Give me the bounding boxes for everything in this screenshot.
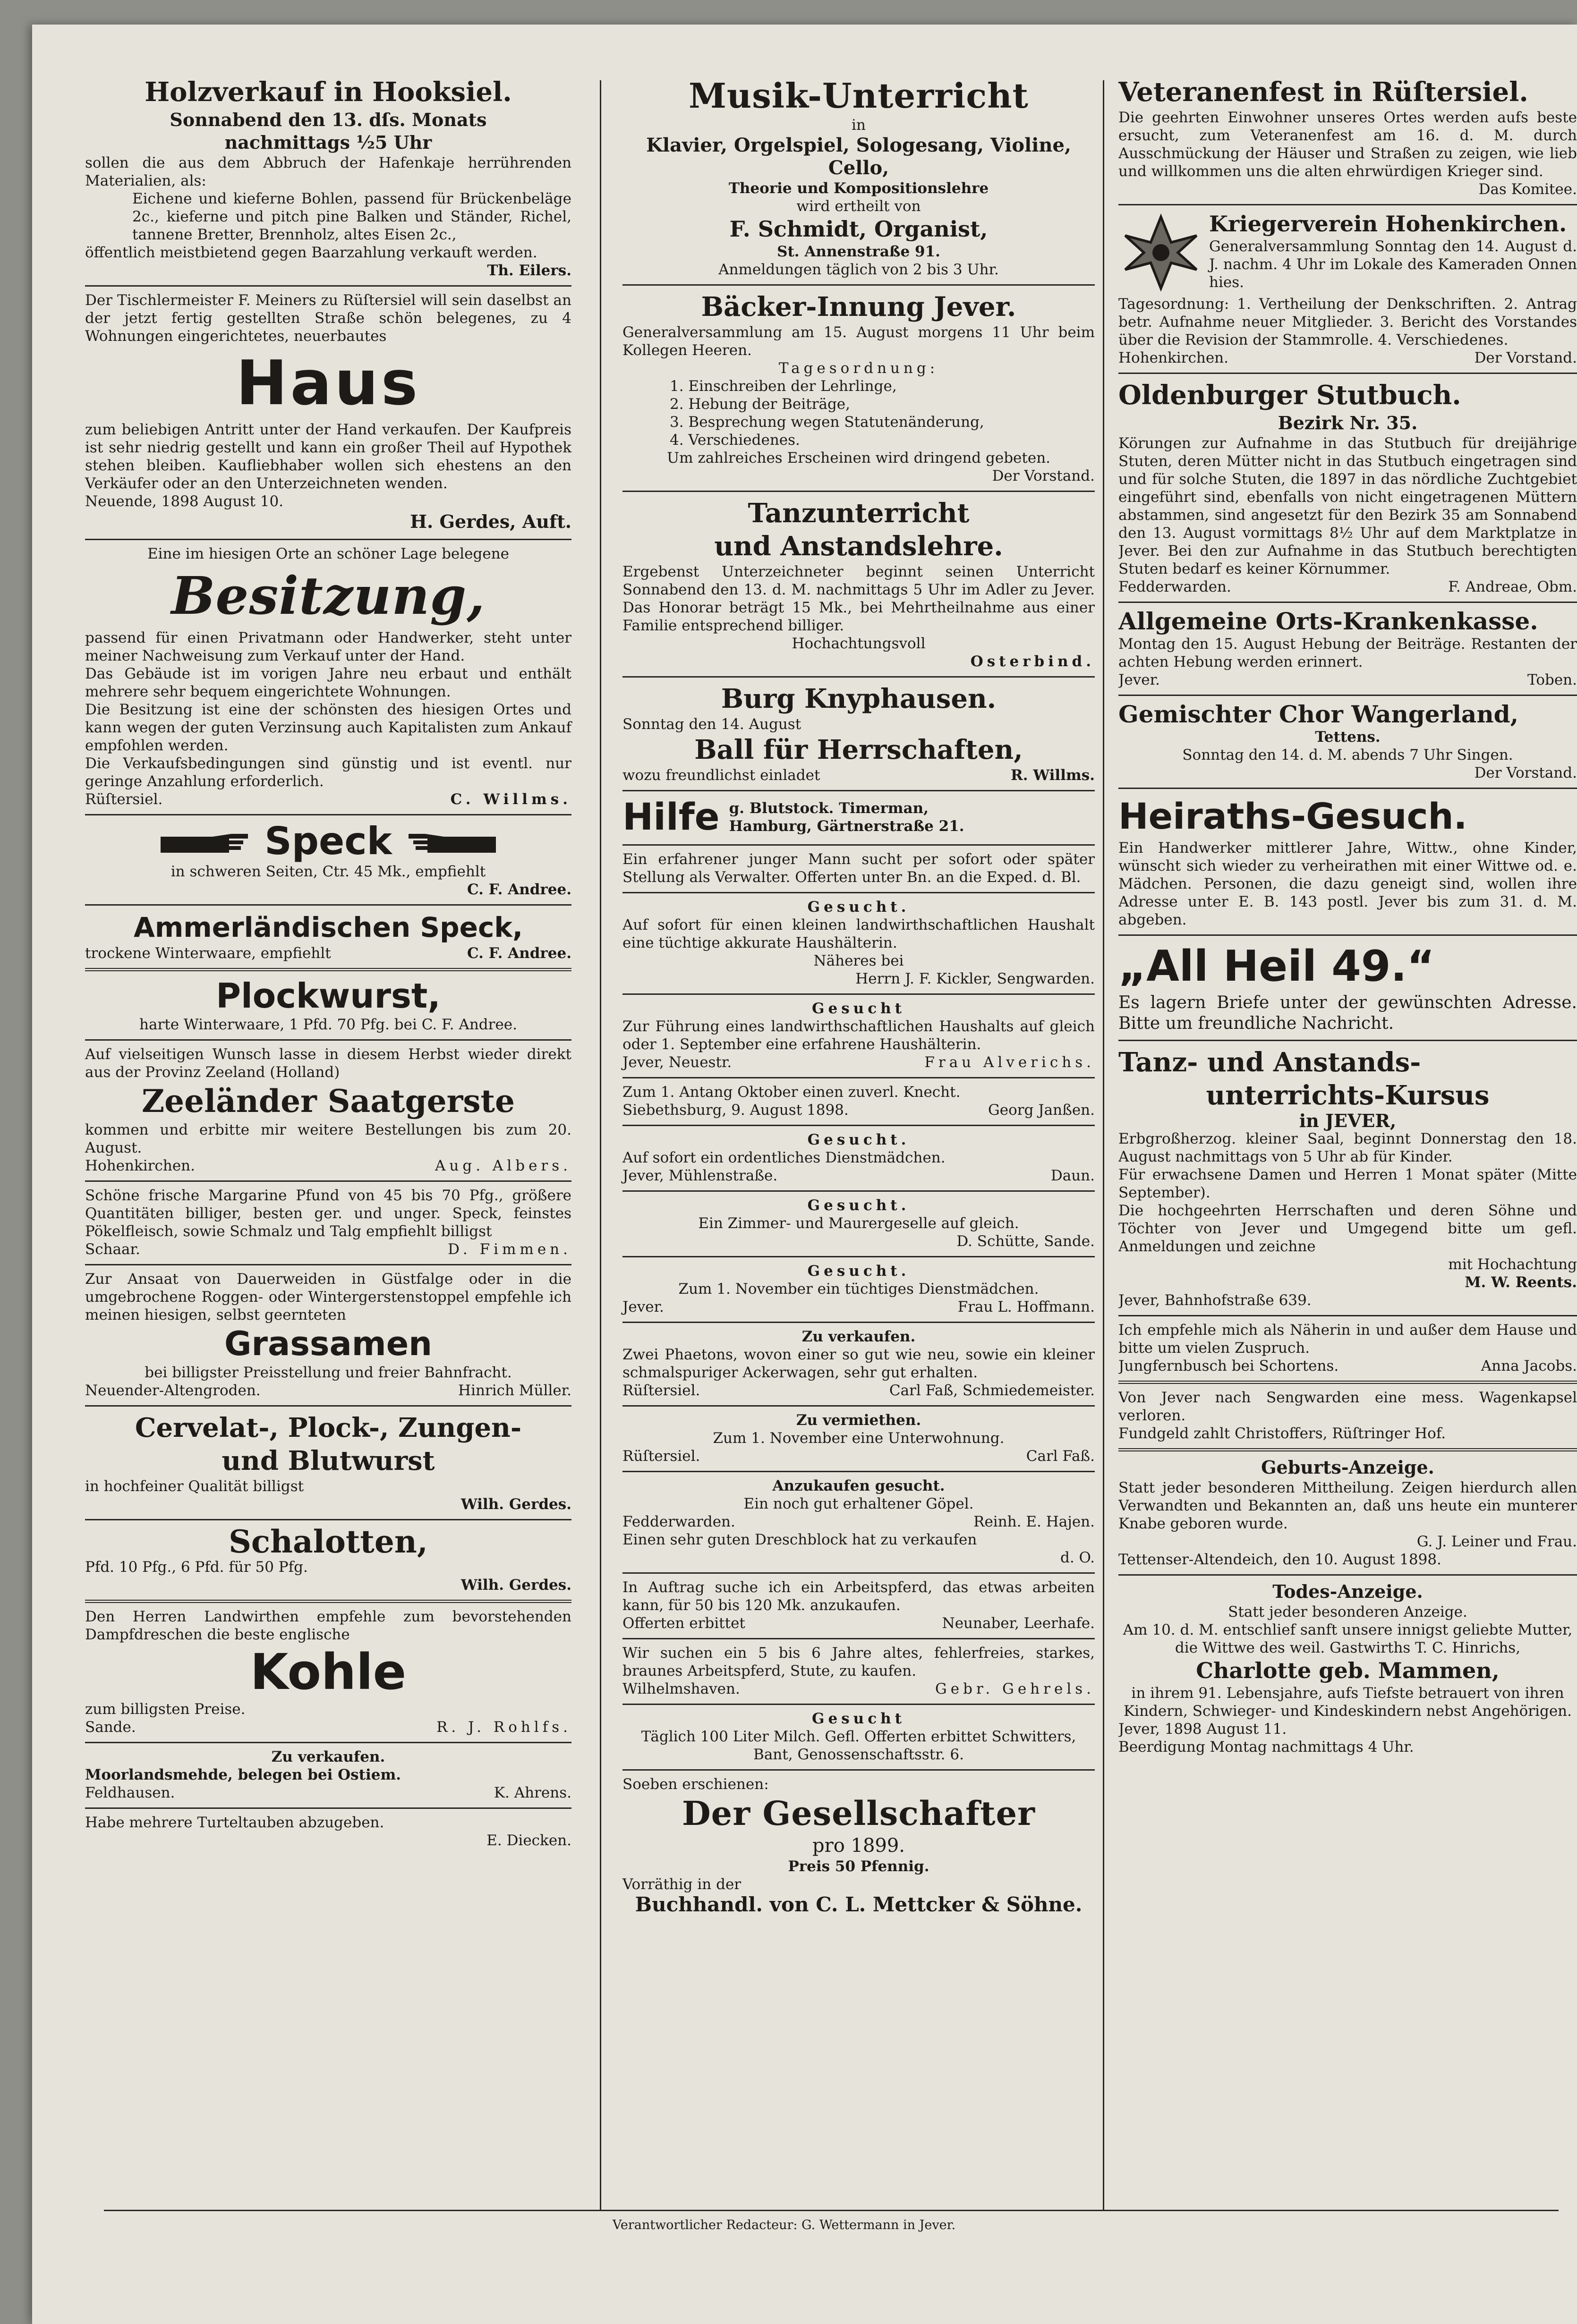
- ad-signature: H. Gerdes, Auft.: [410, 511, 571, 532]
- ad-text: Der Tischlermeister F. Meiners zu Rüſtersiel will sein daselbst an der jetzt fertig gestellten Straße schön belegenes, zu 4 Wohnungen eingerichtetes, neuerbautes: [85, 292, 571, 345]
- ad-margarine: [85, 1182, 571, 1265]
- ad-text: Eichene und kieferne Bohlen, passend für Brückenbeläge 2c., kieferne und pitch pine Balken und Ständer, Richel, tannene Bretter, Brennholz, altes Eisen 2c.,: [132, 190, 571, 243]
- ad-title: Bäcker-Innung Jever.: [701, 291, 1016, 322]
- ad-text: Habe mehrere Turteltauben abzugeben.: [85, 1814, 384, 1831]
- ad-text: Sonntag den 14. d. M. abends 7 Uhr Singen.: [1182, 746, 1513, 763]
- ad-title: Zu verkaufen.: [801, 1328, 916, 1345]
- ad-signature: Toben.: [1527, 671, 1577, 688]
- ad-text: g. Blutstock. Timerman,: [729, 800, 929, 817]
- ad-kriegerverein: [1118, 205, 1577, 374]
- ad-text: Ein erfahrener junger Mann sucht per sofort oder später Stellung als Verwalter. Offerten unter Bn. an die Exped. d. Bl.: [622, 851, 1095, 886]
- ad-holzverkauf: [85, 71, 571, 287]
- ad-text: wird ertheilt von: [796, 198, 921, 215]
- ad-haus: [85, 287, 571, 540]
- ad-signature: F. Andreae, Obm.: [1448, 578, 1577, 595]
- ad-text: Moorlandsmehde, belegen bei Ostiem.: [85, 1766, 401, 1783]
- ad-text: Ich empfehle mich als Näherin in und außer dem Hause und bitte um vielen Zuspruch.: [1118, 1322, 1577, 1357]
- ad-vermiethen: [622, 1407, 1095, 1472]
- ad-subtitle: in JEVER,: [1299, 1110, 1397, 1131]
- ad-text: Schöne frische Margarine Pfund von 45 bis 70 Pfg., größere Quantitäten billiger, besten ger. und unger. Speck, feinstes Pökelfleisch, sowie Schmalz und Talg empfiehlt billigst: [85, 1187, 571, 1240]
- ad-text: Statt jeder besonderen Mittheilung. Zeigen hierdurch allen Verwandten und Bekannten an, daß uns heute ein munterer Knabe geboren wurde.: [1118, 1479, 1577, 1532]
- ad-headline: Besitzung,: [171, 565, 486, 626]
- column-right: [1118, 71, 1577, 1762]
- ad-text: sollen die aus dem Abbruch der Hafenkaje herrührenden Materialien, als:: [85, 154, 571, 189]
- ad-wurst: [85, 1407, 571, 1520]
- ad-phaetons: [622, 1323, 1095, 1407]
- ad-stute: [622, 1639, 1095, 1705]
- ad-text: Auf sofort für einen kleinen landwirthschaftlichen Haushalt eine tüchtige akkurate Haushälterin.: [622, 916, 1095, 951]
- ad-text: bei billigster Preisstellung und freier Bahnfracht.: [145, 1364, 512, 1381]
- ad-text: Hochachtungsvoll: [792, 635, 926, 652]
- ad-title: Gesucht.: [807, 1131, 910, 1148]
- ad-place: Sande.: [85, 1719, 136, 1736]
- ad-turteltauben: [85, 1809, 571, 1855]
- ad-ammerlaender-speck: [85, 906, 571, 971]
- iron-cross-icon: [1118, 210, 1203, 295]
- ad-maurergeselle: [622, 1192, 1095, 1257]
- ad-title: Zu vermiethen.: [796, 1412, 921, 1429]
- ad-headline: Ball für Herrschaften,: [694, 734, 1023, 765]
- ad-schalotten: [85, 1520, 571, 1603]
- ad-signature: Der Vorstand.: [992, 467, 1095, 484]
- ad-place: Rüſtersiel.: [622, 1382, 700, 1399]
- ad-subtitle: Statt jeder besonderen Anzeige.: [1228, 1603, 1467, 1620]
- ad-title: unterrichts-Kursus: [1206, 1080, 1490, 1111]
- ad-burg-knyphausen: [622, 678, 1095, 791]
- ad-title: Gesucht.: [807, 1197, 910, 1214]
- ad-place: Jever.: [1118, 671, 1160, 688]
- ad-signature: R. J. Rohlfs.: [436, 1719, 571, 1736]
- ad-title: Oldenburger Stutbuch.: [1118, 380, 1461, 411]
- ad-text: Zur Ansaat von Dauerweiden in Güstfalge oder in die umgebrochene Roggen- oder Wintergerstenstoppel empfehle ich meinen hiesigen, selbst geernteten: [85, 1271, 571, 1323]
- ad-subtitle: Sonnabend den 13. dſs. Monats: [170, 109, 487, 130]
- ad-text: pro 1899.: [812, 1835, 905, 1857]
- ad-signature: Neunaber, Leerhafe.: [942, 1615, 1095, 1632]
- ad-text: Anmeldungen täglich von 2 bis 3 Uhr.: [718, 261, 999, 278]
- ad-text: in schweren Seiten, Ctr. 45 Mk., empfiehlt: [170, 863, 486, 880]
- ad-signature: Frau L. Hoffmann.: [957, 1298, 1095, 1315]
- ad-wagenkapsel: [1118, 1384, 1577, 1451]
- ad-signature: M. W. Reents.: [1465, 1274, 1577, 1291]
- ad-text: Einen sehr guten Dreschblock hat zu verkaufen: [622, 1531, 977, 1548]
- ad-gesellschafter: [622, 1771, 1095, 1922]
- ad-date: Jever, 1898 August 11.: [1118, 1721, 1287, 1738]
- ad-signature: Th. Eilers.: [487, 262, 571, 279]
- ad-place: Schaar.: [85, 1241, 140, 1258]
- ad-gemischter-chor: [1118, 696, 1577, 789]
- ad-text: Ein Handwerker mittlerer Jahre, Wittw., ohne Kinder, wünscht sich wieder zu verheirathen mit einer Wittwe od. e. Mädchen. Personen, die dazu geneigt sind, wollen ihre Adresse unter E. B. 143 postl. Jever bis zum 31. d. M. abgeben.: [1118, 840, 1577, 928]
- ad-signature: E. Diecken.: [486, 1832, 571, 1849]
- ad-text: Auf sofort ein ordentliches Dienstmädchen.: [622, 1149, 946, 1166]
- ad-text: In Auftrag suche ich ein Arbeitspferd, das etwas arbeiten kann, für 50 bis 120 Mk. anzukaufen.: [622, 1579, 1095, 1614]
- ad-title: Gesucht.: [807, 899, 910, 916]
- ad-text: Ein Zimmer- und Maurergeselle auf gleich.: [698, 1215, 1019, 1232]
- ad-text: Körungen zur Aufnahme in das Stutbuch für dreijährige Stuten, deren Mütter nicht in das Stutbuch eingetragen sind und für solche Stuten, die 1897 in das nördliche Zuchtgebiet eingeführt sind, ebenfalls von nicht eingetragenen Müttern abstammen, sind angesetzt für den Bezirk 35 am Sonnabend den 13. August vormittags 8½ Uhr auf dem Marktplatze in Jever. Bei den zur Aufnahme in das Stutbuch berechtigten Stuten bedarf es keiner Körnummer.: [1118, 435, 1577, 577]
- ad-text: Zum 1. November eine Unterwohnung.: [713, 1430, 1005, 1447]
- ad-place: Jever.: [622, 1298, 664, 1315]
- ad-name: Charlotte geb. Mammen,: [1196, 1658, 1500, 1683]
- ad-text: Ein noch gut erhaltener Göpel.: [743, 1495, 974, 1512]
- ad-signature: Das Komitee.: [1478, 181, 1577, 198]
- ad-title: Anzukaufen gesucht.: [772, 1477, 945, 1494]
- ad-date: Sonntag den 14. August: [622, 716, 801, 733]
- ad-title: Veteranenfest in Rüſtersiel.: [1118, 76, 1528, 108]
- ad-place: Jungfernbusch bei Schortens.: [1118, 1357, 1339, 1374]
- ad-text: Die Verkaufsbedingungen sind günstig und ist eventl. nur geringe Anzahlung erforderlich.: [85, 755, 571, 790]
- ad-text: zum billigsten Preise.: [85, 1701, 246, 1718]
- ad-arbeitspferd: [622, 1574, 1095, 1639]
- ad-text: Zum 1. Antang Oktober einen zuverl. Knecht.: [622, 1084, 961, 1101]
- column-left: [85, 71, 571, 1855]
- ad-place: Feldhausen.: [85, 1784, 175, 1801]
- ad-all-heil: [1118, 936, 1577, 1041]
- ad-signature: Osterbind.: [970, 653, 1095, 670]
- ad-gesucht-fuehrung: [622, 995, 1095, 1078]
- ad-text: Fundgeld zahlt Christoffers, Rüſtringer Hof.: [1118, 1425, 1446, 1442]
- ad-text: Vorräthig in der: [622, 1876, 742, 1893]
- ad-knecht: [622, 1078, 1095, 1126]
- ad-title: Todes-Anzeige.: [1272, 1581, 1423, 1602]
- ad-text: Eine im hiesigen Orte an schöner Lage belegene: [147, 545, 510, 562]
- ad-signature: Daun.: [1050, 1167, 1095, 1184]
- ad-place: Wilhelmshaven.: [622, 1680, 740, 1697]
- ad-address: St. Annenstraße 91.: [777, 243, 940, 260]
- ad-address: Jever, Bahnhofstraße 639.: [1118, 1292, 1312, 1309]
- ad-price: Preis 50 Pfennig.: [788, 1858, 929, 1875]
- ad-text: Erbgroßherzog. kleiner Saal, beginnt Donnerstag den 18. August nachmittags von 5 Uhr ab für Kinder.: [1118, 1130, 1577, 1165]
- ad-hilfe: [622, 791, 1095, 846]
- ad-milch: [622, 1705, 1095, 1771]
- ad-signature: Der Vorstand.: [1474, 764, 1577, 781]
- ad-text: Am 10. d. M. entschlief sanft unsere innigst geliebte Mutter, die Wittwe des weil. Gastwirths T. C. Hinrichs,: [1123, 1621, 1573, 1656]
- ad-list-item: 1. Einschreiben der Lehrlinge,: [670, 378, 897, 395]
- ad-stutbuch: [1118, 374, 1577, 603]
- ad-headline: Plockwurst,: [216, 976, 441, 1016]
- ad-signature: Wilh. Gerdes.: [460, 1496, 571, 1513]
- ad-moorland: [85, 1743, 571, 1809]
- ad-text: Täglich 100 Liter Milch. Gefl. Offerten erbittet Schwitters, Bant, Genossenschaftsstr. 6.: [641, 1728, 1076, 1763]
- ad-list-item: 2. Hebung der Beiträge,: [670, 396, 850, 413]
- ad-list-item: 4. Verschiedenes.: [670, 432, 800, 449]
- ad-headline: Speck: [264, 819, 392, 863]
- ad-place: Fedderwarden.: [622, 1513, 735, 1530]
- ad-name: F. Schmidt, Organist,: [729, 216, 988, 242]
- ad-headline: Haus: [236, 347, 421, 419]
- ad-text: Ergebenst Unterzeichneter beginnt seinen Unterricht Sonnabend den 13. d. M. nachmittags 5 Uhr im Adler zu Jever. Das Honorar beträgt 15 Mk., bei Mehrtheilnahme aus einer Familie entsprechend billiger.: [622, 563, 1095, 634]
- ad-place: Rüſtersiel.: [622, 1448, 700, 1465]
- ad-signature: K. Ahrens.: [494, 1784, 571, 1801]
- ad-headline: Der Gesellschafter: [682, 1794, 1036, 1833]
- ad-text: in hochfeiner Qualität billigst: [85, 1478, 304, 1495]
- ad-besitzung: [85, 540, 571, 815]
- ad-krankenkasse: [1118, 603, 1577, 696]
- column-middle: [622, 71, 1095, 1922]
- ad-title: Gemischter Chor Wangerland,: [1118, 700, 1519, 728]
- ad-text: Zum 1. November ein tüchtiges Dienstmädchen.: [678, 1281, 1039, 1298]
- ad-title: Gesucht: [812, 1710, 905, 1727]
- ad-title: Tanz- und Anstands-: [1118, 1047, 1421, 1078]
- ad-place: Rüſtersiel.: [85, 791, 163, 808]
- ad-text: zum beliebigen Antritt unter der Hand verkaufen. Der Kaufpreis ist sehr niedrig gestellt und kann ein großer Theil auf Hypothek stehen bleiben. Kaufliebhaber wollen sich ehestens an den Verkäufer oder an den Unterzeichneten wenden.: [85, 421, 571, 492]
- ad-subtitle: nachmittags ½5 Uhr: [224, 132, 432, 153]
- ad-subtitle: Tettens.: [1315, 729, 1381, 746]
- ad-text: Pfd. 10 Pfg., 6 Pfd. für 50 Pfg.: [85, 1559, 308, 1576]
- ad-naeherin: [1118, 1316, 1577, 1384]
- ad-text: Auf vielseitigen Wunsch lasse in diesem Herbst wieder direkt aus der Provinz Zeeland (Holland): [85, 1046, 571, 1081]
- ad-title: Burg Knyphausen.: [721, 683, 997, 714]
- ad-signature: D. Schütte, Sande.: [956, 1233, 1095, 1250]
- ad-text: passend für einen Privatmann oder Handwerker, steht unter meiner Nachweisung zum Verkauf unter der Hand.: [85, 629, 571, 664]
- ad-saatgerste: [85, 1041, 571, 1182]
- ad-gesucht-haushaelterin: [622, 893, 1095, 995]
- ad-text: Es lagern Briefe unter der gewünschten Adresse. Bitte um freundliche Nachricht.: [1118, 993, 1577, 1033]
- ad-subtitle: Bezirk Nr. 35.: [1278, 412, 1418, 433]
- ad-text: mit Hochachtung: [1448, 1256, 1577, 1273]
- ad-text: Wir suchen ein 5 bis 6 Jahre altes, fehlerfreies, starkes, braunes Arbeitspferd, Stute, zu kaufen.: [622, 1645, 1095, 1679]
- ad-text: harte Winterwaare, 1 Pfd. 70 Pfg. bei C. F. Andree.: [139, 1016, 517, 1033]
- ad-title: und Anstandslehre.: [714, 531, 1003, 562]
- ad-text: trockene Winterwaare, empfiehlt: [85, 945, 331, 962]
- ad-place: Jever, Neuestr.: [622, 1054, 732, 1071]
- ad-text: in ihrem 91. Lebensjahre, aufs Tiefste betrauert von ihren Kindern, Schwieger- und Kindeskindern nebst Angehörigen.: [1124, 1685, 1572, 1720]
- ad-text: Tagesordnung: 1. Vertheilung der Denkschriften. 2. Antrag betr. Aufnahme neuer Mitglieder. 3. Bericht des Vorstandes über die Revision der Stammrolle. 4. Verschiedenes.: [1118, 296, 1577, 348]
- ad-headline: Heiraths-Gesuch.: [1118, 795, 1467, 837]
- ad-signature: Anna Jacobs.: [1481, 1357, 1577, 1374]
- ad-place: Siebethsburg, 9. August 1898.: [622, 1102, 849, 1119]
- ad-text: Montag den 15. August Hebung der Beiträge. Restanten der achten Hebung werden erinnert.: [1118, 636, 1577, 670]
- ad-geburts-anzeige: [1118, 1451, 1577, 1576]
- ad-text: Generalversammlung Sonntag den 14. August d. J. nachm. 4 Uhr im Lokale des Kameraden Onnen hies.: [1209, 238, 1577, 291]
- ad-signature: Gebr. Gehrels.: [935, 1680, 1095, 1697]
- ad-text: Von Jever nach Sengwarden eine mess. Wagenkapsel verloren.: [1118, 1389, 1577, 1424]
- column-rule: [600, 80, 601, 2210]
- ad-date: Neuende, 1898 August 10.: [85, 493, 284, 510]
- ad-signature: Reinh. E. Hajen.: [973, 1513, 1095, 1530]
- ad-signature: G. J. Leiner und Frau.: [1416, 1533, 1577, 1550]
- ad-musik-unterricht: [622, 71, 1095, 286]
- ad-address: Hamburg, Gärtnerstraße 21.: [729, 818, 964, 835]
- footer-rule: [104, 2210, 1559, 2211]
- ad-text: Das Gebäude ist im vorigen Jahre neu erbaut und enthält mehrere sehr bequem eingerichtete Wohnungen.: [85, 665, 571, 700]
- ad-headline: Ammerländischen Speck,: [133, 911, 523, 943]
- pointing-hand-right-icon: [158, 828, 253, 855]
- ad-signature: Der Vorstand.: [1474, 349, 1577, 366]
- ad-heiraths-gesuch: [1118, 789, 1577, 936]
- ad-tanzunterricht: [622, 492, 1095, 678]
- ad-signature: C. F. Andree.: [467, 945, 571, 962]
- ad-headline: Schalotten,: [229, 1523, 428, 1560]
- ad-text: wozu freundlichst einladet: [622, 767, 820, 784]
- ad-title: Holzverkauf in Hooksiel.: [145, 76, 512, 108]
- ad-kohle: [85, 1603, 571, 1743]
- ad-text: Zur Führung eines landwirthschaftlichen Haushalts auf gleich oder 1. September eine erfahrene Haushälterin.: [622, 1018, 1095, 1053]
- ad-speck: [85, 815, 571, 906]
- ad-signature: Buchhandl. von C. L. Mettcker & Söhne.: [635, 1893, 1083, 1916]
- footer-imprint: Verantwortlicher Redacteur: G. Wettermann in Jever.: [612, 2218, 956, 2232]
- ad-text: Für erwachsene Damen und Herren 1 Monat später (Mitte September).: [1118, 1166, 1577, 1201]
- ad-signature: R. Willms.: [1011, 767, 1095, 784]
- ad-headline: Zeeländer Saatgerste: [141, 1083, 515, 1120]
- ad-grassamen: [85, 1265, 571, 1407]
- ad-list-item: 3. Besprechung wegen Statutenänderung,: [670, 414, 984, 431]
- ad-signature: Herrn J. F. Kickler, Sengwarden.: [855, 970, 1095, 987]
- ad-plockwurst: [85, 971, 571, 1041]
- ad-text: Beerdigung Montag nachmittags 4 Uhr.: [1118, 1739, 1414, 1756]
- ad-text: Die Besitzung ist eine der schönsten des hiesigen Ortes und kann wegen der guten Verzinsung auch Kapitalisten zum Ankauf empfohlen werden.: [85, 701, 571, 754]
- ad-signature: Georg Janßen.: [988, 1102, 1095, 1119]
- ad-date: Tettenser-Altendeich, den 10. August 1898.: [1118, 1551, 1441, 1568]
- ad-signature: D. Fimmen.: [448, 1241, 571, 1258]
- ad-tanzkursus: [1118, 1041, 1577, 1316]
- ad-verwalter: [622, 846, 1095, 893]
- ad-text: Theorie und Kompositionslehre: [728, 180, 989, 197]
- ad-text: Die geehrten Einwohner unseres Ortes werden aufs beste ersucht, zum Veteranenfest am 16. d. M. durch Ausschmückung der Häuser und Straßen zu zeigen, wie lieb und willkommen uns die alten ehrwürdigen Krieger sind.: [1118, 109, 1577, 180]
- ad-headline: und Blutwurst: [222, 1445, 435, 1476]
- ad-signature: C. F. Andree.: [467, 881, 571, 898]
- ad-text: Um zahlreiches Erscheinen wird dringend gebeten.: [666, 450, 1051, 466]
- ad-text: Soeben erschienen:: [622, 1776, 769, 1793]
- ad-place: Neuender-Altengroden.: [85, 1382, 261, 1399]
- ad-title: Tanzunterricht: [748, 498, 970, 529]
- ad-headline: Hilfe: [622, 796, 720, 839]
- ad-text: Den Herren Landwirthen empfehle zum bevorstehenden Dampfdreschen die beste englische: [85, 1608, 571, 1643]
- ad-place: Fedderwarden.: [1118, 578, 1231, 595]
- ad-text: öffentlich meistbietend gegen Baarzahlung verkauft werden.: [85, 244, 537, 261]
- ad-title: Allgemeine Orts-Krankenkasse.: [1118, 607, 1538, 635]
- ad-gesucht-november: [622, 1257, 1095, 1323]
- ad-text: Zwei Phaetons, wovon einer so gut wie neu, sowie ein kleiner schmalspuriger Ackerwagen, sehr gut erhalten.: [622, 1346, 1095, 1381]
- ad-baecker-innung: [622, 286, 1095, 492]
- ad-veteranenfest: [1118, 71, 1577, 205]
- ad-subtitle: Klavier, Orgelspiel, Sologesang, Violine, Cello,: [646, 134, 1071, 179]
- ad-signature: Frau Alverichs.: [924, 1054, 1095, 1071]
- ad-signature: Wilh. Gerdes.: [460, 1577, 571, 1594]
- ad-text: kommen und erbitte mir weitere Bestellungen bis zum 20. August.: [85, 1121, 571, 1156]
- pointing-hand-left-icon: [404, 828, 498, 855]
- ad-signature: d. O.: [1060, 1549, 1095, 1566]
- column-rule: [1103, 80, 1104, 2210]
- ad-headline: Grassamen: [224, 1324, 433, 1363]
- ad-place: Jever, Mühlenstraße.: [622, 1167, 778, 1184]
- ad-title: Geburts-Anzeige.: [1261, 1457, 1434, 1478]
- ad-title: Gesucht: [812, 1000, 905, 1017]
- ad-signature: Carl Faß.: [1026, 1448, 1095, 1465]
- ad-signature: Hinrich Müller.: [458, 1382, 571, 1399]
- ad-goepel: [622, 1472, 1095, 1574]
- ad-signature: Carl Faß, Schmiedemeister.: [889, 1382, 1095, 1399]
- ad-title: Kriegerverein Hohenkirchen.: [1209, 211, 1567, 237]
- ad-title: Musik-Unterricht: [689, 76, 1029, 116]
- ad-text: Generalversammlung am 15. August morgens 11 Uhr beim Kollegen Heeren.: [622, 324, 1095, 359]
- ad-headline: „All Heil 49.“: [1118, 941, 1435, 991]
- ad-text: Die hochgeehrten Herrschaften und deren Söhne und Töchter von Jever und Umgegend bitte um gefl. Anmeldungen und zeichne: [1118, 1202, 1577, 1255]
- ad-headline: Cervelat-, Plock-, Zungen-: [135, 1412, 522, 1443]
- ad-text: in: [852, 117, 866, 134]
- ad-place: Hohenkirchen.: [85, 1157, 195, 1174]
- ad-signature: Aug. Albers.: [435, 1157, 571, 1174]
- ad-title: Zu verkaufen.: [271, 1748, 385, 1765]
- ad-title: Gesucht.: [807, 1263, 910, 1280]
- ad-dienstmaedchen: [622, 1126, 1095, 1192]
- ad-text: Tagesordnung:: [778, 360, 939, 377]
- ad-todes-anzeige: [1118, 1576, 1577, 1762]
- ad-signature: C. Willms.: [450, 791, 571, 808]
- ad-place: Hohenkirchen.: [1118, 349, 1228, 366]
- ad-place: Offerten erbittet: [622, 1615, 745, 1632]
- ad-headline: Kohle: [250, 1643, 407, 1701]
- ad-text: Näheres bei: [813, 952, 904, 969]
